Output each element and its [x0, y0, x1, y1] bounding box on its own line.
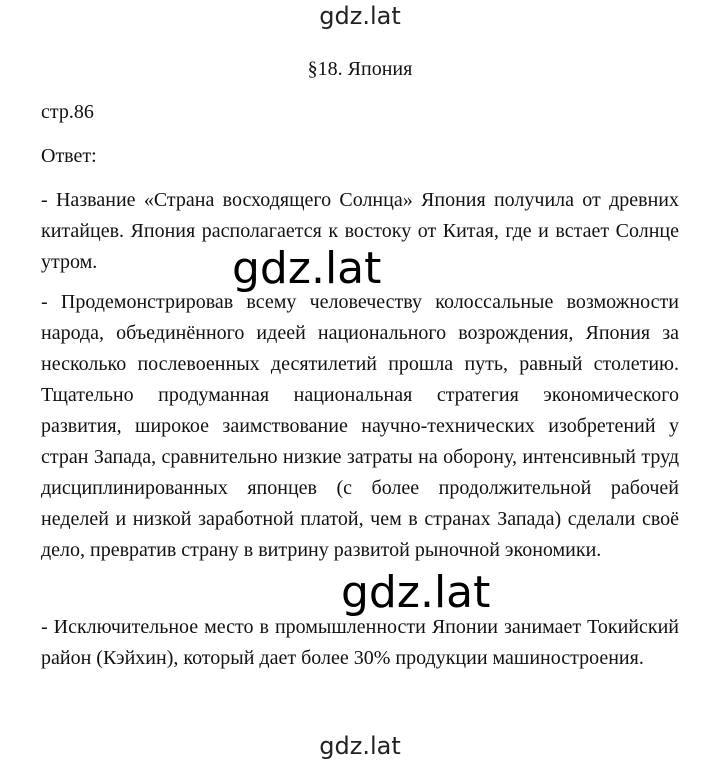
answer-paragraph-2: - Продемонстрировав всему человечеству колоссальные возможности народа, объединённого идеей национального возрождения, Япония за несколько послевоенных десятилетий прошла путь, равный столетию. Тщательно продуманная национальная стратегия экономического развития, широкое заимствование научно-технических изобретений у стран Запада, сравнительно низкие затраты на оборону, интенсивный труд дисциплинированных японцев (с более продолжительной рабочей неделей и низкой заработной платой, чем в странах Запада) сделали своё дело, превратив страну в витрину развитой рыночной экономики. [41, 291, 679, 561]
page-reference: стр.86 [41, 101, 94, 123]
answer-paragraph-3: - Исключительное место в промышленности Японии занимает Токийский район (Кэйхин), который дает более 30% продукции машиностроения. [41, 616, 679, 669]
answer-label: Ответ: [41, 145, 97, 167]
watermark-top: gdz.lat [319, 2, 401, 30]
watermark-middle-2: gdz.lat [341, 567, 491, 618]
section-title: §18. Япония [307, 58, 413, 80]
watermark-bottom: gdz.lat [319, 732, 401, 760]
watermark-middle-1: gdz.lat [232, 243, 382, 294]
answer-paragraph-1: - Название «Страна восходящего Солнца» Япония получила от древних китайцев. Япония располагается к востоку от Китая, где и встает Солнце утром. [41, 189, 679, 273]
